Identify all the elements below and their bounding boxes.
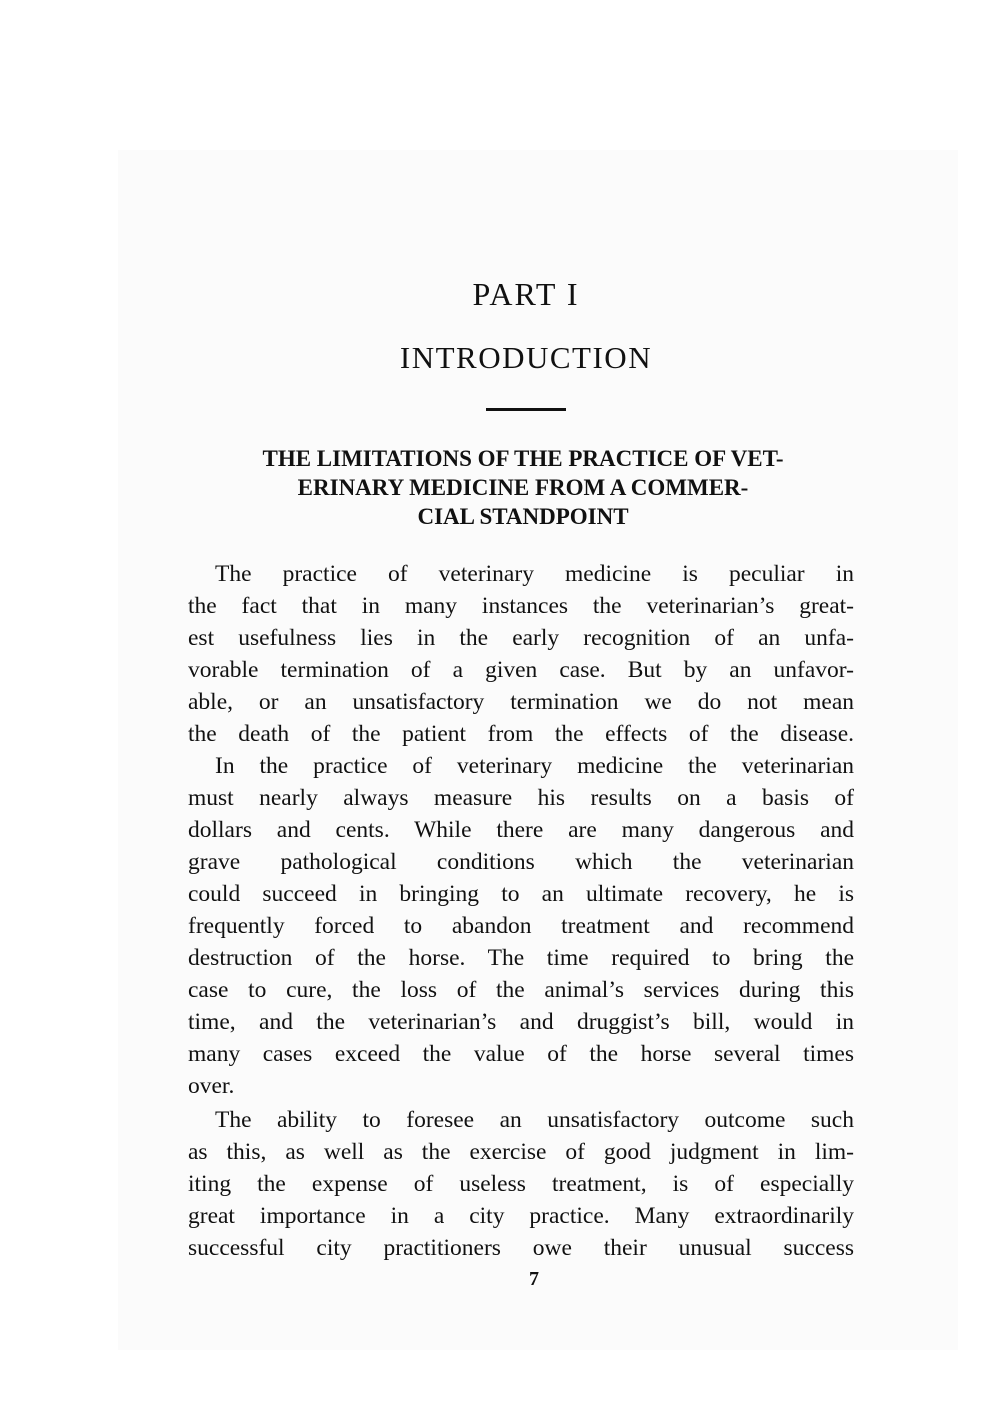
section-heading-line: CIAL STANDPOINT	[417, 504, 629, 529]
body-line: destruction of the horse. The time required to bring the	[188, 945, 854, 971]
body-line: grave pathological conditions which the veterinarian	[188, 849, 854, 875]
body-line: the fact that in many instances the veterinarian’s great-	[188, 593, 854, 619]
section-heading-line: ERINARY MEDICINE FROM A COMMER-	[297, 475, 749, 500]
section-heading	[188, 444, 858, 531]
body-line: The practice of veterinary medicine is peculiar in	[215, 561, 854, 587]
title-divider	[486, 408, 566, 411]
body-line: could succeed in bringing to an ultimate recovery, he is	[188, 881, 854, 907]
page-number: 7	[529, 1268, 539, 1290]
part-title: PART I	[472, 276, 580, 312]
body-line: many cases exceed the value of the horse several times	[188, 1041, 854, 1067]
body-line: dollars and cents. While there are many dangerous and	[188, 817, 854, 843]
body-line: the death of the patient from the effects of the disease.	[188, 721, 854, 747]
body-line: est usefulness lies in the early recognition of an unfa-	[188, 625, 854, 651]
body-line: over.	[188, 1073, 235, 1099]
body-line: vorable termination of a given case. But by an unfavor-	[188, 657, 854, 683]
body-line: time, and the veterinarian’s and druggist’s bill, would in	[188, 1009, 854, 1035]
body-line: as this, as well as the exercise of good judgment in lim-	[188, 1139, 854, 1165]
section-heading-line: THE LIMITATIONS OF THE PRACTICE OF VET-	[262, 446, 784, 471]
body-line: frequently forced to abandon treatment and recommend	[188, 913, 854, 939]
chapter-title: INTRODUCTION	[399, 340, 653, 375]
body-line: able, or an unsatisfactory termination we do not mean	[188, 689, 854, 715]
body-line: The ability to foresee an unsatisfactory outcome such	[215, 1107, 854, 1133]
body-line: must nearly always measure his results on a basis of	[188, 785, 854, 811]
body-line: In the practice of veterinary medicine the veterinarian	[215, 753, 854, 779]
body-line: iting the expense of useless treatment, is of especially	[188, 1171, 854, 1197]
body-line: successful city practitioners owe their unusual success	[188, 1235, 854, 1261]
body-line: great importance in a city practice. Many extraordinarily	[188, 1203, 854, 1229]
body-line: case to cure, the loss of the animal’s services during this	[188, 977, 854, 1003]
